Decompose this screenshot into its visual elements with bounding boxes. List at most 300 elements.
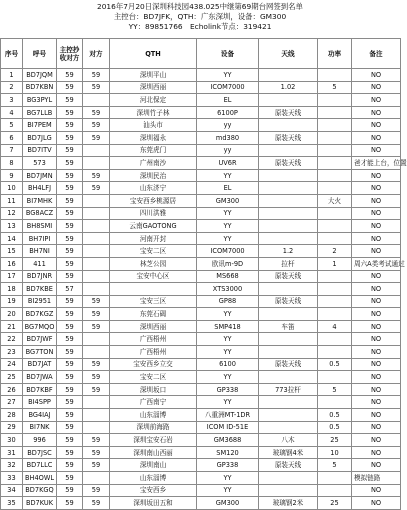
- cell-index: 3: [1, 94, 23, 107]
- cell-control-copy: 59: [57, 119, 83, 132]
- cell-remarks: NO: [352, 497, 401, 510]
- cell-antenna: 车笛: [259, 320, 318, 333]
- cell-equipment: EL: [197, 94, 259, 107]
- cell-antenna: [259, 472, 318, 485]
- cell-remote: 59: [83, 484, 110, 497]
- cell-equipment: GP338: [197, 459, 259, 472]
- cell-equipment: SM120: [197, 446, 259, 459]
- cell-remarks: 模拟链路: [352, 472, 401, 485]
- cell-qth: 广西南宁: [110, 396, 197, 409]
- cell-index: 15: [1, 245, 23, 258]
- cell-qth: 汕头市: [110, 119, 197, 132]
- cell-qth: 林芝公园: [110, 257, 197, 270]
- table-row: [1, 283, 401, 296]
- cell-qth: 深圳竹子林: [110, 106, 197, 119]
- cell-equipment: yy: [197, 119, 259, 132]
- cell-antenna: 拉杆: [259, 257, 318, 270]
- cell-qth: 宝安三区: [110, 295, 197, 308]
- cell-index: 35: [1, 497, 23, 510]
- cell-antenna: [259, 182, 318, 195]
- cell-callsign: BI7NK: [23, 421, 57, 434]
- cell-index: 23: [1, 346, 23, 359]
- cell-control-copy: 59: [57, 157, 83, 170]
- cell-antenna: [259, 409, 318, 422]
- cell-control-copy: 59: [57, 144, 83, 157]
- cell-remarks: NO: [352, 69, 401, 82]
- cell-equipment: YY: [197, 333, 259, 346]
- cell-qth: 深圳平山: [110, 69, 197, 82]
- cell-remote: 59: [83, 371, 110, 384]
- cell-equipment: YY: [197, 484, 259, 497]
- cell-control-copy: 59: [57, 320, 83, 333]
- cell-control-copy: 59: [57, 371, 83, 384]
- cell-index: 10: [1, 182, 23, 195]
- cell-remote: 59: [83, 131, 110, 144]
- cell-index: 16: [1, 257, 23, 270]
- cell-equipment: ICOM ID-51E: [197, 421, 259, 434]
- cell-remarks: NO: [352, 131, 401, 144]
- cell-index: 24: [1, 358, 23, 371]
- table-row: [1, 94, 401, 107]
- table-row: [1, 169, 401, 182]
- cell-qth: 山东济宁: [110, 182, 197, 195]
- cell-equipment: UV6R: [197, 157, 259, 170]
- column-header-control-copy: 主控抄收对方: [57, 39, 83, 69]
- cell-equipment: ICOM7000: [197, 245, 259, 258]
- cell-remote: 59: [83, 182, 110, 195]
- cell-remote: 59: [83, 69, 110, 82]
- table-row: [1, 358, 401, 371]
- cell-index: 9: [1, 169, 23, 182]
- cell-callsign: BD7KBF: [23, 383, 57, 396]
- cell-callsign: 996: [23, 434, 57, 447]
- cell-control-copy: 59: [57, 421, 83, 434]
- cell-power: [318, 157, 352, 170]
- table-row: [1, 409, 401, 422]
- cell-remarks: NO: [352, 308, 401, 321]
- cell-control-copy: 59: [57, 69, 83, 82]
- cell-qth: 广州南沙: [110, 157, 197, 170]
- cell-antenna: 1.02: [259, 81, 318, 94]
- cell-power: [318, 106, 352, 119]
- cell-remarks: NO: [352, 245, 401, 258]
- cell-power: [318, 333, 352, 346]
- cell-qth: 河南开封: [110, 232, 197, 245]
- column-header-qth: QTH: [110, 39, 197, 69]
- cell-remarks: NO: [352, 459, 401, 472]
- cell-power: 25: [318, 434, 352, 447]
- cell-power: [318, 119, 352, 132]
- cell-qth: 深圳南山: [110, 459, 197, 472]
- cell-remarks: NO: [352, 295, 401, 308]
- cell-index: 14: [1, 232, 23, 245]
- cell-antenna: [259, 371, 318, 384]
- cell-index: 27: [1, 396, 23, 409]
- cell-remote: [83, 194, 110, 207]
- cell-remarks: NO: [352, 333, 401, 346]
- cell-equipment: MS668: [197, 270, 259, 283]
- cell-qth: 深圳西丽: [110, 81, 197, 94]
- cell-antenna: 773拉杆: [259, 383, 318, 396]
- cell-remarks: NO: [352, 119, 401, 132]
- cell-antenna: [259, 194, 318, 207]
- cell-qth: 宝安西乡桃源居: [110, 194, 197, 207]
- cell-power: [318, 472, 352, 485]
- cell-power: 0.5: [318, 421, 352, 434]
- cell-callsign: BH7IPI: [23, 232, 57, 245]
- cell-control-copy: 59: [57, 396, 83, 409]
- cell-index: 7: [1, 144, 23, 157]
- cell-equipment: 6100P: [197, 106, 259, 119]
- cell-callsign: BH4LFJ: [23, 182, 57, 195]
- cell-remote: [83, 257, 110, 270]
- table-row: [1, 157, 401, 170]
- cell-remarks: NO: [352, 144, 401, 157]
- cell-callsign: BD7JMN: [23, 169, 57, 182]
- cell-callsign: BD7JWF: [23, 333, 57, 346]
- cell-index: 33: [1, 472, 23, 485]
- cell-equipment: GP88: [197, 295, 259, 308]
- cell-qth: 东莞石碣: [110, 308, 197, 321]
- cell-qth: 河北保定: [110, 94, 197, 107]
- cell-control-copy: 59: [57, 245, 83, 258]
- sheet-title: 2016年7月20日深圳科技园438.025中继第69期台网签到名单: [97, 2, 303, 11]
- cell-callsign: BI2951: [23, 295, 57, 308]
- cell-power: [318, 484, 352, 497]
- cell-control-copy: 59: [57, 484, 83, 497]
- cell-callsign: BH4OWL: [23, 472, 57, 485]
- cell-control-copy: 59: [57, 220, 83, 233]
- cell-control-copy: 59: [57, 257, 83, 270]
- table-row: [1, 81, 401, 94]
- table-row: [1, 257, 401, 270]
- cell-equipment: YY: [197, 346, 259, 359]
- cell-index: 19: [1, 295, 23, 308]
- cell-power: [318, 346, 352, 359]
- cell-power: [318, 144, 352, 157]
- cell-index: 31: [1, 446, 23, 459]
- column-header-index: 序号: [1, 39, 23, 69]
- cell-control-copy: 59: [57, 94, 83, 107]
- cell-equipment: 欧讯m-9D: [197, 257, 259, 270]
- cell-callsign: BH7NI: [23, 245, 57, 258]
- cell-antenna: [259, 484, 318, 497]
- cell-remarks: NO: [352, 94, 401, 107]
- cell-remarks: 周六A类考试通过: [352, 257, 401, 270]
- cell-antenna: 玻璃钢4米: [259, 446, 318, 459]
- cell-callsign: BD7JQM: [23, 69, 57, 82]
- cell-power: [318, 69, 352, 82]
- table-row: [1, 232, 401, 245]
- cell-remote: [83, 220, 110, 233]
- cell-index: 12: [1, 207, 23, 220]
- cell-control-copy: 59: [57, 81, 83, 94]
- cell-remarks: NO: [352, 81, 401, 94]
- cell-control-copy: 59: [57, 459, 83, 472]
- cell-power: [318, 308, 352, 321]
- cell-callsign: BD7JAT: [23, 358, 57, 371]
- cell-antenna: [259, 308, 318, 321]
- cell-index: 11: [1, 194, 23, 207]
- cell-remote: 59: [83, 106, 110, 119]
- contact-info: YY：89851766 Echolink节点：319421: [128, 22, 272, 31]
- cell-control-copy: 59: [57, 169, 83, 182]
- table-row: [1, 207, 401, 220]
- cell-callsign: BG3PYL: [23, 94, 57, 107]
- cell-equipment: 6100: [197, 358, 259, 371]
- cell-equipment: yy: [197, 144, 259, 157]
- table-row: [1, 220, 401, 233]
- cell-remarks: NO: [352, 446, 401, 459]
- column-header-remote: 对方: [83, 39, 110, 69]
- cell-remote: [83, 94, 110, 107]
- cell-equipment: XTS3000: [197, 283, 259, 296]
- cell-remote: [83, 144, 110, 157]
- cell-callsign: 411: [23, 257, 57, 270]
- cell-remarks: NO: [352, 484, 401, 497]
- cell-qth: 深圳福永: [110, 131, 197, 144]
- cell-qth: 深圳民治: [110, 169, 197, 182]
- cell-equipment: EL: [197, 182, 259, 195]
- cell-antenna: [259, 346, 318, 359]
- cell-callsign: BD7ITV: [23, 144, 57, 157]
- cell-index: 25: [1, 371, 23, 384]
- cell-index: 30: [1, 434, 23, 447]
- cell-remote: [83, 270, 110, 283]
- cell-control-copy: 59: [57, 434, 83, 447]
- cell-qth: 深圳南山西丽: [110, 446, 197, 459]
- cell-power: 5: [318, 459, 352, 472]
- column-header-power: 功率: [318, 39, 352, 69]
- table-row: [1, 346, 401, 359]
- cell-remote: [83, 283, 110, 296]
- cell-callsign: BI7PEM: [23, 119, 57, 132]
- cell-qth: 山东淄博: [110, 409, 197, 422]
- cell-power: [318, 270, 352, 283]
- cell-remarks: NO: [352, 371, 401, 384]
- cell-control-copy: 59: [57, 182, 83, 195]
- cell-qth: 深圳坂口: [110, 383, 197, 396]
- cell-power: [318, 232, 352, 245]
- cell-antenna: 原装天线: [259, 459, 318, 472]
- table-row: [1, 497, 401, 510]
- cell-remarks: NO: [352, 194, 401, 207]
- cell-index: 5: [1, 119, 23, 132]
- cell-control-copy: 59: [57, 409, 83, 422]
- cell-power: [318, 283, 352, 296]
- cell-callsign: BD7KGQ: [23, 484, 57, 497]
- cell-power: 2: [318, 245, 352, 258]
- cell-qth: 宝安西乡: [110, 484, 197, 497]
- table-row: [1, 472, 401, 485]
- cell-power: [318, 220, 352, 233]
- cell-index: 34: [1, 484, 23, 497]
- cell-remote: [83, 157, 110, 170]
- cell-index: 17: [1, 270, 23, 283]
- cell-antenna: [259, 283, 318, 296]
- table-row: [1, 308, 401, 321]
- cell-index: 1: [1, 69, 23, 82]
- cell-remote: 59: [83, 383, 110, 396]
- cell-index: 21: [1, 320, 23, 333]
- cell-index: 26: [1, 383, 23, 396]
- cell-remote: [83, 396, 110, 409]
- column-header-remarks: 备注: [352, 39, 401, 69]
- cell-callsign: BD7JLG: [23, 131, 57, 144]
- cell-equipment: YY: [197, 169, 259, 182]
- cell-control-copy: 59: [57, 194, 83, 207]
- table-row: [1, 182, 401, 195]
- table-row: [1, 106, 401, 119]
- table-row: [1, 421, 401, 434]
- cell-remote: [83, 409, 110, 422]
- column-header-callsign: 呼号: [23, 39, 57, 69]
- cell-callsign: BD7JSC: [23, 446, 57, 459]
- cell-callsign: BD7KUK: [23, 497, 57, 510]
- cell-index: 22: [1, 333, 23, 346]
- cell-control-copy: 59: [57, 106, 83, 119]
- cell-callsign: BG7LLB: [23, 106, 57, 119]
- cell-equipment: GP338: [197, 383, 259, 396]
- cell-power: 5: [318, 81, 352, 94]
- cell-antenna: [259, 169, 318, 182]
- cell-qth: 宝安二区: [110, 245, 197, 258]
- cell-remarks: NO: [352, 182, 401, 195]
- cell-equipment: YY: [197, 371, 259, 384]
- cell-antenna: 原装天线: [259, 157, 318, 170]
- cell-equipment: SMP418: [197, 320, 259, 333]
- table-row: [1, 69, 401, 82]
- cell-remarks: NO: [352, 169, 401, 182]
- cell-remarks: NO: [352, 232, 401, 245]
- cell-index: 6: [1, 131, 23, 144]
- cell-qth: 宝安中心区: [110, 270, 197, 283]
- cell-antenna: [259, 396, 318, 409]
- cell-callsign: 573: [23, 157, 57, 170]
- cell-control-copy: 57: [57, 283, 83, 296]
- cell-remarks: NO: [352, 358, 401, 371]
- cell-remote: 59: [83, 459, 110, 472]
- cell-remarks: NO: [352, 207, 401, 220]
- cell-remote: [83, 245, 110, 258]
- table-row: [1, 333, 401, 346]
- cell-control-copy: 59: [57, 346, 83, 359]
- cell-index: 8: [1, 157, 23, 170]
- table-header-row: [1, 39, 401, 69]
- cell-power: [318, 131, 352, 144]
- cell-remote: [83, 421, 110, 434]
- cell-antenna: [259, 220, 318, 233]
- cell-antenna: [259, 333, 318, 346]
- cell-callsign: BG7TON: [23, 346, 57, 359]
- cell-antenna: 原装天线: [259, 106, 318, 119]
- table-row: [1, 245, 401, 258]
- cell-qth: 东莞虎门: [110, 144, 197, 157]
- cell-power: [318, 94, 352, 107]
- column-header-equipment: 设备: [197, 39, 259, 69]
- cell-remote: [83, 333, 110, 346]
- cell-qth: 深圳西丽: [110, 320, 197, 333]
- cell-callsign: BI4SPP: [23, 396, 57, 409]
- cell-index: 18: [1, 283, 23, 296]
- cell-callsign: BH8SMI: [23, 220, 57, 233]
- cell-remarks: NO: [352, 396, 401, 409]
- cell-antenna: 原装天线: [259, 270, 318, 283]
- cell-control-copy: 59: [57, 472, 83, 485]
- cell-antenna: 1.2: [259, 245, 318, 258]
- cell-remarks: NO: [352, 434, 401, 447]
- cell-callsign: BD7KGZ: [23, 308, 57, 321]
- cell-remote: 59: [83, 308, 110, 321]
- control-station-info: 主控台：BD7JFK，QTH：广东深圳，设备：GM300: [113, 12, 287, 21]
- cell-control-copy: 59: [57, 232, 83, 245]
- cell-antenna: [259, 207, 318, 220]
- cell-remote: 59: [83, 446, 110, 459]
- cell-control-copy: 59: [57, 207, 83, 220]
- cell-control-copy: 59: [57, 308, 83, 321]
- cell-antenna: [259, 144, 318, 157]
- cell-power: 5: [318, 383, 352, 396]
- cell-index: 28: [1, 409, 23, 422]
- cell-control-copy: 59: [57, 270, 83, 283]
- table-row: [1, 194, 401, 207]
- cell-control-copy: 59: [57, 497, 83, 510]
- cell-antenna: 原装天线: [259, 295, 318, 308]
- table-row: [1, 446, 401, 459]
- cell-equipment: ICOM7000: [197, 81, 259, 94]
- cell-remarks: NO: [352, 383, 401, 396]
- cell-equipment: GM300: [197, 194, 259, 207]
- cell-remote: 59: [83, 119, 110, 132]
- table-row: [1, 434, 401, 447]
- cell-callsign: BD7JNR: [23, 270, 57, 283]
- cell-equipment: YY: [197, 207, 259, 220]
- column-header-antenna: 天线: [259, 39, 318, 69]
- cell-equipment: GM3688: [197, 434, 259, 447]
- table-row: [1, 295, 401, 308]
- table-row: [1, 396, 401, 409]
- cell-power: 0.5: [318, 409, 352, 422]
- cell-power: 10: [318, 446, 352, 459]
- cell-equipment: YY: [197, 308, 259, 321]
- cell-index: 29: [1, 421, 23, 434]
- cell-callsign: BD7LLC: [23, 459, 57, 472]
- cell-equipment: YY: [197, 396, 259, 409]
- cell-power: 0.5: [318, 358, 352, 371]
- cell-equipment: YY: [197, 220, 259, 233]
- roster-body: [1, 69, 407, 510]
- cell-equipment: md380: [197, 131, 259, 144]
- cell-qth: 宝安西乡立交: [110, 358, 197, 371]
- cell-remote: 59: [83, 295, 110, 308]
- cell-remarks: NO: [352, 106, 401, 119]
- roster-table: [0, 38, 407, 510]
- table-row: [1, 371, 401, 384]
- cell-index: 2: [1, 81, 23, 94]
- cell-remarks: NO: [352, 220, 401, 233]
- cell-power: [318, 207, 352, 220]
- cell-equipment: GM300: [197, 497, 259, 510]
- cell-index: 13: [1, 220, 23, 233]
- cell-callsign: BG4IAJ: [23, 409, 57, 422]
- cell-antenna: [259, 119, 318, 132]
- cell-power: 4: [318, 320, 352, 333]
- cell-antenna: 八木: [259, 434, 318, 447]
- table-row: [1, 484, 401, 497]
- cell-remarks: NO: [352, 283, 401, 296]
- cell-equipment: YY: [197, 69, 259, 82]
- cell-power: [318, 169, 352, 182]
